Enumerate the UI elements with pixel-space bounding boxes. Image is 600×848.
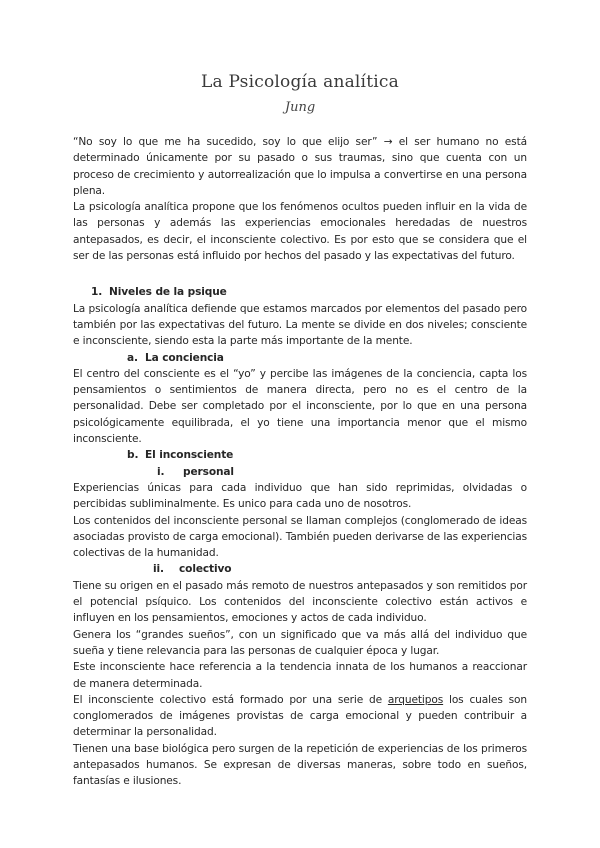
intro-paragraph-1: “No soy lo que me ha sucedido, soy lo que elijo ser” → el ser humano no está determinado únicamente por su pasado o sus traumas, sino que cuenta con un proceso de crecimiento y autorrealización que lo impulsa a convertirse en una persona plena. bbox=[73, 136, 527, 197]
subsection-ii-heading bbox=[73, 561, 527, 577]
subsection-b-label: b. bbox=[127, 449, 139, 462]
subsection-a-title: La conciencia bbox=[145, 351, 224, 364]
subsection-i-label: i. bbox=[157, 465, 165, 478]
arquetipos-term: arquetipos bbox=[387, 693, 444, 706]
section-1-text: La psicología analítica defiende que estamos marcados por elementos del pasado pero también por las expectativas del futuro. La mente se divide en dos niveles; consciente e inconsciente, siendo esta la parte más importante de la mente. bbox=[73, 302, 527, 348]
section-1-title: Niveles de la psique bbox=[109, 286, 227, 299]
subsection-i-heading bbox=[73, 464, 527, 480]
document-body bbox=[73, 134, 527, 790]
paragraph-4-end: los cuales son conglomerados de imágenes provistas de carga emocional y pueden contribuir a determinar la personalidad. bbox=[73, 693, 527, 739]
intro-paragraph-2: La psicología analítica propone que los fenómenos ocultos pueden influir en la vida de las personas y además las experiencias emocionales heredadas de nuestros antepasados, es decir, el inconsciente colectivo. Es por esto que se considera que el ser de las personas está influido por hechos del pasado y las expectativas del futuro. bbox=[73, 201, 527, 263]
subsection-b-title: El inconsciente bbox=[145, 449, 234, 462]
spacer bbox=[73, 264, 527, 280]
section-1-number: 1. bbox=[91, 286, 103, 299]
document-title: La Psicología analítica bbox=[201, 72, 399, 92]
subsection-a-text: El centro del consciente es el “yo” y percibe las imágenes de la conciencia, capta los pensamientos o sentimientos de manera directa, pero no es el centro de la personalidad. Debe ser completado por el inconsciente, por lo que en una persona psicológicamente equilibrada, el yo tiene una importancia menor que el mismo inconsciente. bbox=[73, 367, 527, 446]
document-author: Jung bbox=[284, 100, 316, 115]
collective-paragraph-2: Genera los “grandes sueños”, con un significado que va más allá del individuo que sueña y tiene relevancia para las personas de cualquier época y lugar. bbox=[73, 628, 527, 657]
collective-paragraph-3: Este inconsciente hace referencia a la tendencia innata de los humanos a reaccionar de manera determinada. bbox=[73, 661, 527, 690]
subsection-ii-label: ii. bbox=[153, 563, 164, 576]
personal-paragraph-2: Los contenidos del inconsciente personal se llaman complejos (conglomerado de ideas asociadas provisto de carga emocional). También pueden derivarse de las experiencias colectivas de la humanidad. bbox=[73, 514, 527, 560]
collective-paragraph-5: Tienen una base biológica pero surgen de la repetición de experiencias de los primeros antepasados humanos. Se expresan de diversas maneras, sobre todo en sueños, fantasías e ilusiones. bbox=[73, 742, 527, 788]
subsection-ii-title: colectivo bbox=[179, 563, 232, 576]
section-1-heading bbox=[73, 284, 527, 300]
subsection-i-title: personal bbox=[183, 465, 234, 478]
collective-paragraph-1: Tiene su origen en el pasado más remoto de nuestros antepasados y son remitidos por el potencial psíquico. Los contenidos del inconsciente colectivo están activos e influyen en los pensamientos, emociones y actos de cada individuo. bbox=[73, 579, 527, 625]
subsection-a-heading bbox=[73, 350, 527, 366]
subsection-a-label: a. bbox=[127, 351, 138, 364]
collective-paragraph-4 bbox=[73, 692, 527, 741]
paragraph-4-start: El inconsciente colectivo está formado por una serie de bbox=[73, 693, 388, 706]
personal-paragraph-1: Experiencias únicas para cada individuo que han sido reprimidas, olvidadas o percibidas subliminalmente. Es unico para cada uno de nosotros. bbox=[73, 481, 527, 511]
subsection-b-heading bbox=[73, 447, 527, 463]
